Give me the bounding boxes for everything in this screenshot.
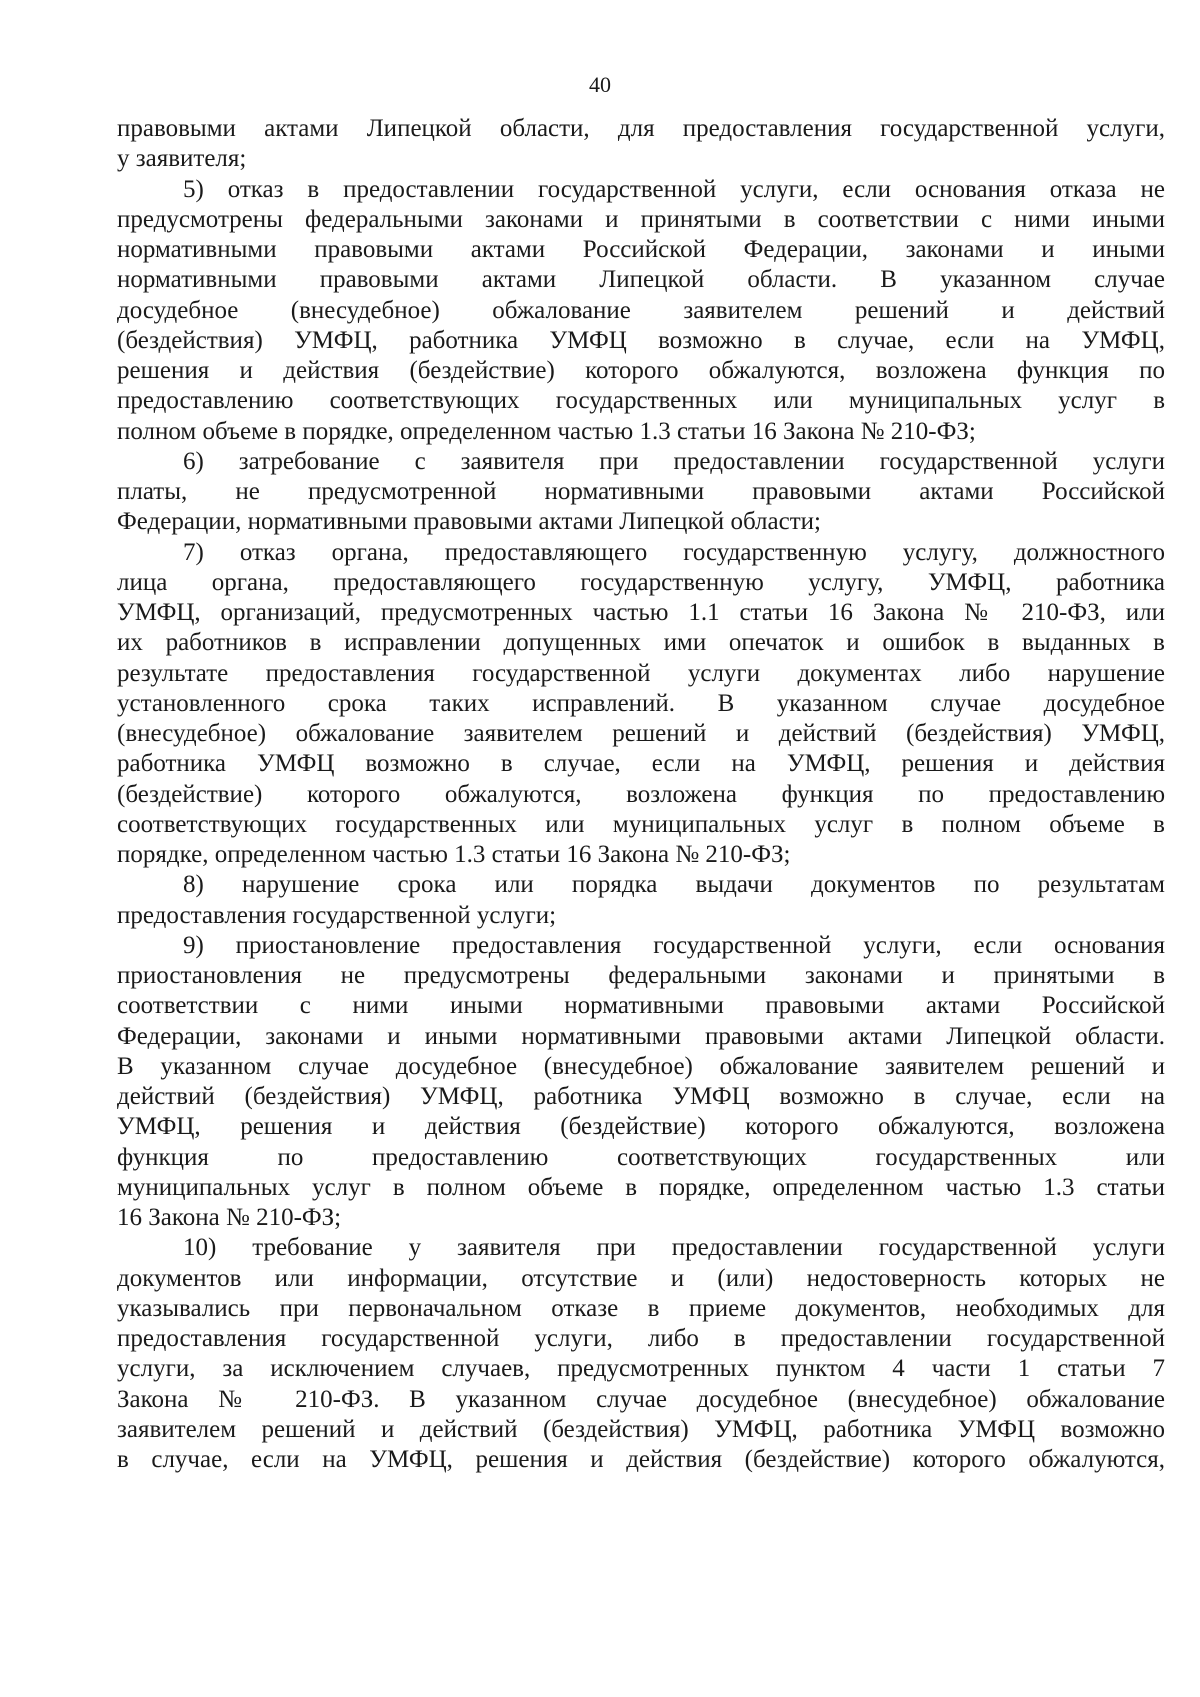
text-line: 8) нарушение срока или порядка выдачи документов по результатам (183, 871, 1165, 899)
text-line: платы, не предусмотренной нормативными правовыми актами Российской (117, 478, 1165, 505)
text-line: нормативными правовыми актами Липецкой области. В указанном случае (117, 266, 1165, 294)
text-line: приостановления не предусмотрены федеральными законами и принятыми в (117, 962, 1165, 989)
text-line: решения и действия (бездействие) которого обжалуются, возложена функция по (117, 357, 1165, 384)
text-line: Федерации, законами и иными нормативными правовыми актами Липецкой области. (117, 1022, 1165, 1050)
text-line: работника УМФЦ возможно в случае, если на УМФЦ, решения и действия (117, 750, 1165, 778)
text-line: заявителем решений и действий (бездействия) УМФЦ, работника УМФЦ возможно (117, 1415, 1165, 1443)
text-line: предусмотрены федеральными законами и принятыми в соответствии с ними иными (117, 205, 1165, 233)
text-line: 9) приостановление предоставления государственной услуги, если основания (183, 931, 1165, 959)
text-line: установленного срока таких исправлений. В указанном случае досудебное (117, 689, 1165, 717)
text-line: действий (бездействия) УМФЦ, работника УМФЦ возможно в случае, если на (117, 1083, 1165, 1110)
text-line: В указанном случае досудебное (внесудебное) обжалование заявителем решений и (117, 1052, 1165, 1080)
text-line: их работников в исправлении допущенных ими опечаток и ошибок в выданных в (117, 629, 1165, 657)
text-line: результате предоставления государственной услуги документах либо нарушение (117, 659, 1165, 687)
text-line: УМФЦ, решения и действия (бездействие) которого обжалуются, возложена (117, 1113, 1165, 1141)
text-line: 7) отказ органа, предоставляющего государственную услугу, должностного (183, 538, 1165, 566)
text-line: указывались при первоначальном отказе в приеме документов, необходимых для (117, 1294, 1165, 1322)
text-line: в случае, если на УМФЦ, решения и действия (бездействие) которого обжалуются, (117, 1446, 1165, 1473)
text-line: 16 Закона № 210-ФЗ; (117, 1204, 342, 1231)
text-line: предоставлению соответствующих государственных или муниципальных услуг в (117, 387, 1165, 415)
text-line: (внесудебное) обжалование заявителем решений и действий (бездействия) УМФЦ, (117, 720, 1165, 747)
text-line: досудебное (внесудебное) обжалование заявителем решений и действий (117, 296, 1165, 324)
text-line: Федерации, нормативными правовыми актами Липецкой области; (117, 508, 821, 536)
text-line: услуги, за исключением случаев, предусмотренных пунктом 4 части 1 статьи 7 (117, 1355, 1165, 1383)
text-line: функция по предоставлению соответствующих государственных или (117, 1143, 1165, 1171)
text-line: соответствии с ними иными нормативными правовыми актами Российской (117, 992, 1165, 1020)
text-line: 5) отказ в предоставлении государственной услуги, если основания отказа не (183, 175, 1165, 203)
text-line: документов или информации, отсутствие и (или) недостоверность которых не (117, 1264, 1165, 1292)
text-line: соответствующих государственных или муниципальных услуг в полном объеме в (117, 810, 1165, 838)
text-line: УМФЦ, организаций, предусмотренных частью 1.1 статьи 16 Закона № 210-ФЗ, или (117, 599, 1165, 626)
text-line: предоставления государственной услуги; (117, 901, 557, 929)
text-line: у заявителя; (117, 145, 247, 173)
text-line: порядке, определенном частью 1.3 статьи 16 Закона № 210-ФЗ; (117, 841, 791, 868)
text-line: лица органа, предоставляющего государственную услугу, УМФЦ, работника (117, 568, 1165, 596)
text-line: полном объеме в порядке, определенном частью 1.3 статьи 16 Закона № 210-ФЗ; (117, 417, 976, 445)
text-line: (бездействие) которого обжалуются, возложена функция по предоставлению (117, 780, 1165, 808)
page-number: 40 (589, 72, 611, 97)
text-line: (бездействия) УМФЦ, работника УМФЦ возможно в случае, если на УМФЦ, (117, 326, 1165, 354)
text-line: нормативными правовыми актами Российской Федерации, законами и иными (117, 236, 1165, 263)
text-line: предоставления государственной услуги, либо в предоставлении государственной (117, 1325, 1165, 1352)
text-line: Закона № 210-ФЗ. В указанном случае досудебное (внесудебное) обжалование (117, 1385, 1165, 1413)
text-line: 6) затребование с заявителя при предоставлении государственной услуги (183, 447, 1165, 475)
text-line: 10) требование у заявителя при предоставлении государственной услуги (183, 1234, 1165, 1262)
text-line: правовыми актами Липецкой области, для предоставления государственной услуги, (117, 115, 1165, 142)
text-line: муниципальных услуг в полном объеме в порядке, определенном частью 1.3 статьи (117, 1173, 1165, 1201)
